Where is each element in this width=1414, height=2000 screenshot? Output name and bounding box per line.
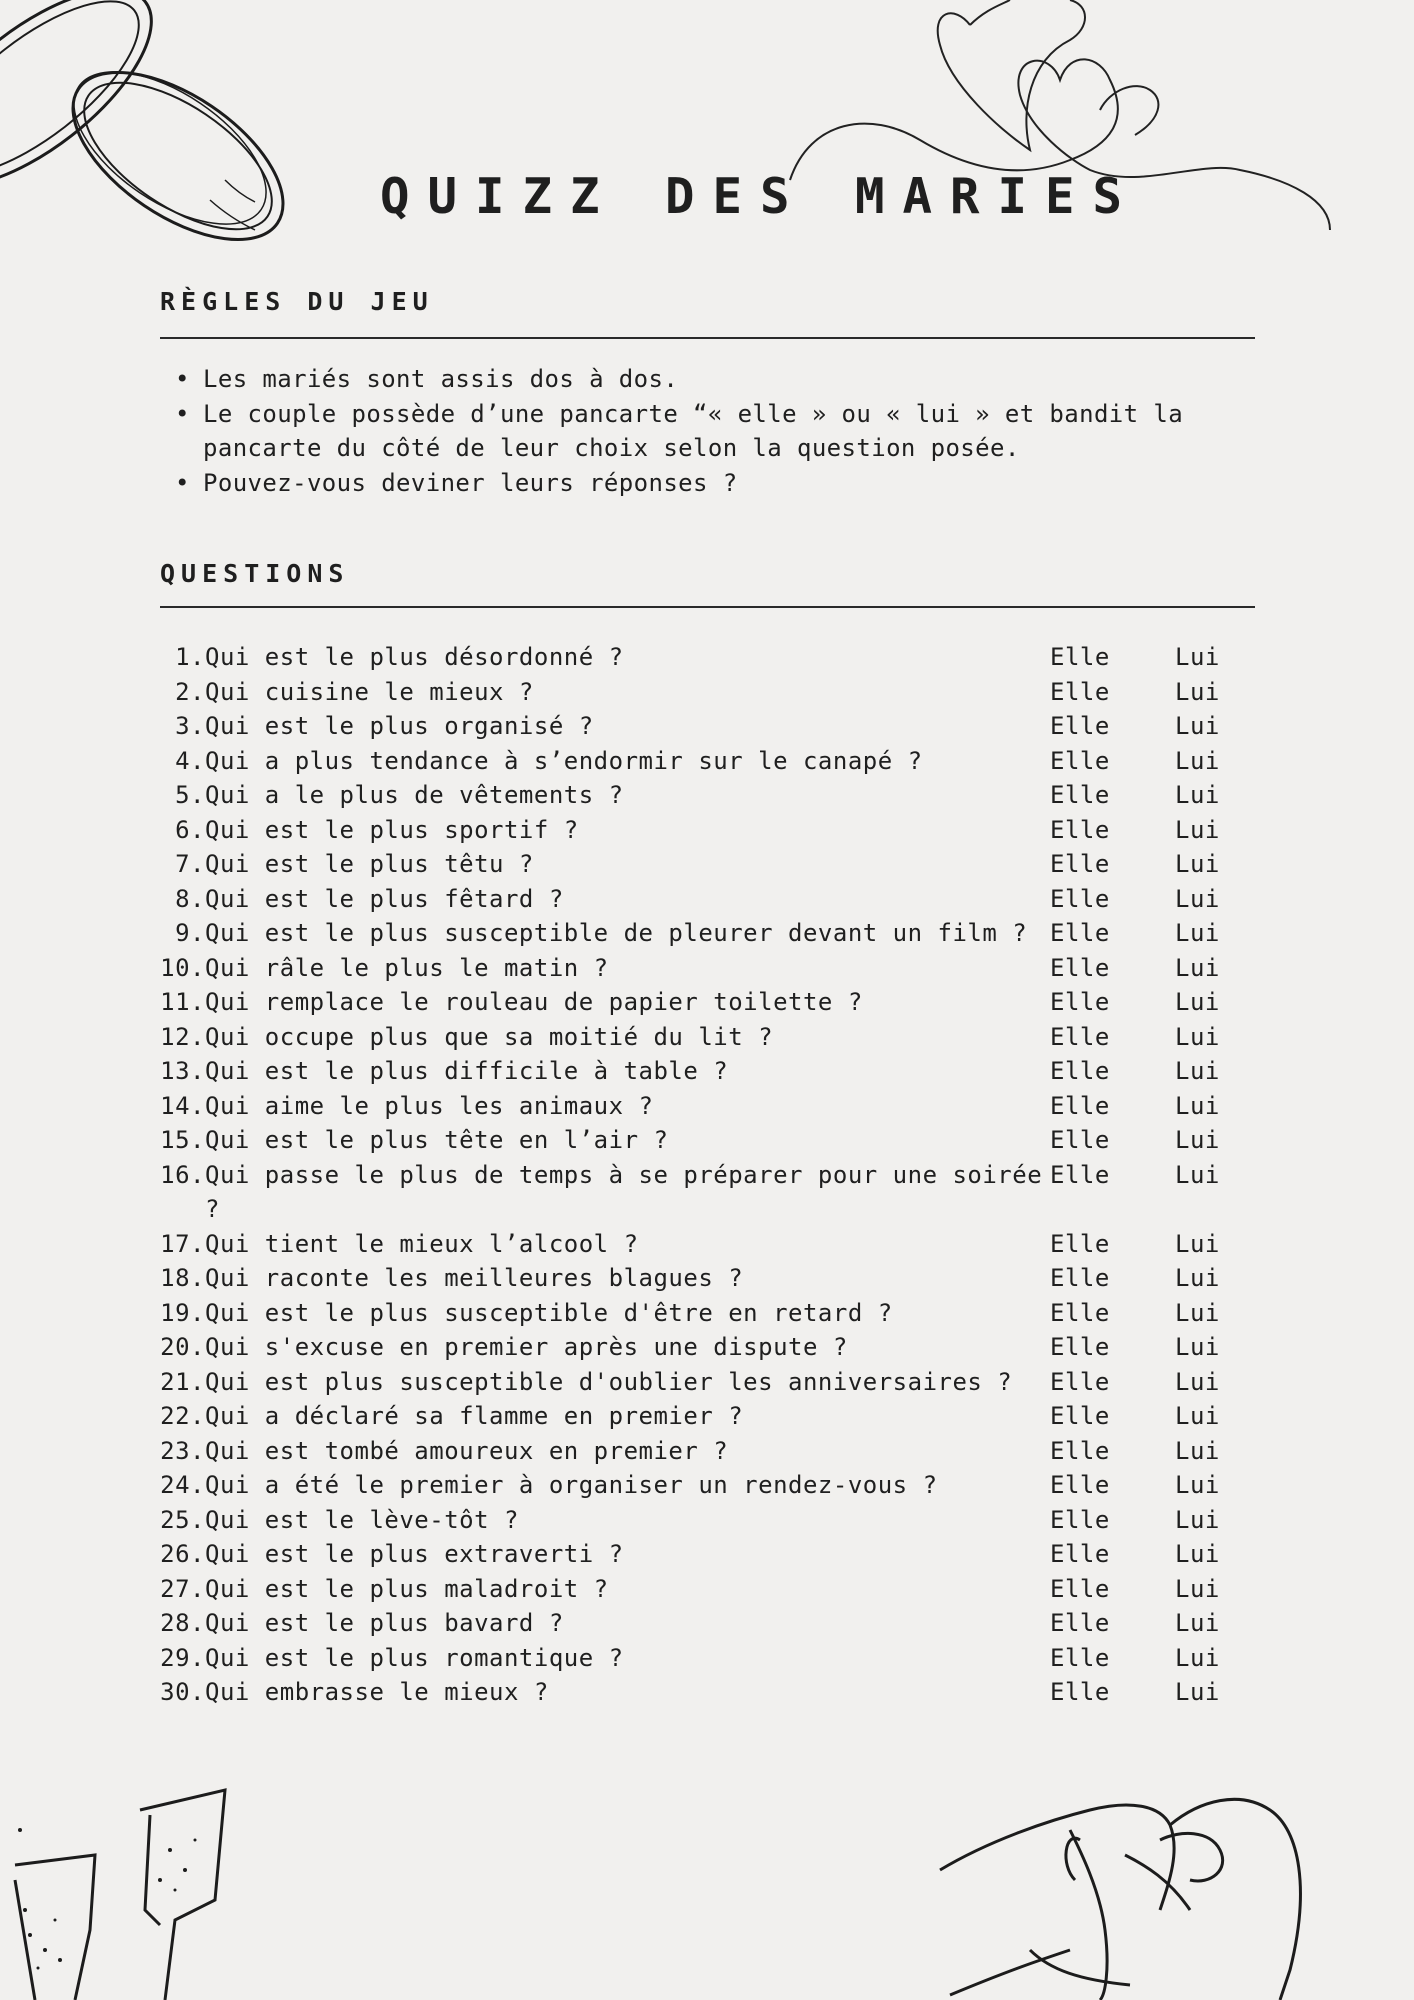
question-text: Qui est le plus têtu ? [205, 850, 534, 878]
question-text: Qui est le plus maladroit ? [205, 1574, 609, 1603]
answer-option-lui: Lui [1175, 1367, 1220, 1396]
answer-option-elle: Elle [1050, 919, 1110, 947]
question-number: 29. [160, 1643, 205, 1672]
answer-option-lui: Lui [1175, 1264, 1220, 1292]
question-number: 27. [160, 1574, 205, 1603]
question-text: Qui embrasse le mieux ? [205, 1678, 549, 1706]
answer-option-elle: Elle [1050, 1333, 1110, 1361]
question-text: Qui est tombé amoureux en premier ? [205, 1436, 729, 1465]
question-row [155, 1503, 1270, 1538]
question-row [155, 1158, 1270, 1227]
question-number: 24. [160, 1471, 205, 1499]
question-row [155, 813, 1270, 848]
answer-option-elle: Elle [1050, 850, 1110, 878]
answer-option-elle: Elle [1050, 746, 1110, 775]
answer-option-lui: Lui [1175, 1436, 1220, 1465]
answer-option-lui: Lui [1175, 884, 1220, 913]
answer-option-elle: Elle [1050, 953, 1110, 982]
question-number: 19. [160, 1298, 205, 1327]
question-text: Qui a déclaré sa flamme en premier ? [205, 1402, 744, 1430]
question-text: Qui passe le plus de temps à se préparer pour une soirée ? [205, 1160, 1043, 1223]
question-number: 5. [175, 781, 205, 809]
question-row [155, 709, 1270, 744]
question-row [155, 1054, 1270, 1089]
question-number: 18. [160, 1264, 205, 1292]
wedding-rings-icon [0, 0, 310, 290]
question-row [155, 847, 1270, 882]
answer-option-elle: Elle [1050, 1643, 1110, 1672]
question-text: Qui remplace le rouleau de papier toilette ? [205, 988, 863, 1016]
answer-option-elle: Elle [1050, 1436, 1110, 1465]
question-row [155, 1330, 1270, 1365]
answer-option-lui: Lui [1175, 953, 1220, 982]
question-text: Qui est le plus fêtard ? [205, 884, 564, 913]
question-number: 26. [160, 1540, 205, 1568]
answer-option-elle: Elle [1050, 815, 1110, 844]
question-row [155, 1089, 1270, 1124]
answer-option-elle: Elle [1050, 1609, 1110, 1637]
answer-option-lui: Lui [1175, 1471, 1220, 1499]
question-text: Qui s'excuse en premier après une dispute ? [205, 1333, 848, 1361]
question-text: Qui est le plus organisé ? [205, 712, 594, 740]
question-number: 17. [160, 1229, 205, 1258]
answer-option-elle: Elle [1050, 1298, 1110, 1327]
question-number: 28. [160, 1609, 205, 1637]
answer-option-elle: Elle [1050, 1471, 1110, 1499]
champagne-glasses-icon [0, 1770, 240, 2000]
question-number: 3. [175, 712, 205, 740]
question-number: 1. [175, 643, 205, 671]
questions-divider [160, 606, 1255, 608]
question-row [155, 882, 1270, 917]
question-number: 8. [175, 884, 205, 913]
question-number: 21. [160, 1367, 205, 1396]
answer-option-elle: Elle [1050, 643, 1110, 671]
answer-option-lui: Lui [1175, 643, 1220, 671]
question-row [155, 1641, 1270, 1676]
question-number: 30. [160, 1678, 205, 1706]
answer-option-elle: Elle [1050, 1678, 1110, 1706]
question-row [155, 1399, 1270, 1434]
question-number: 10. [160, 953, 205, 982]
question-text: Qui est le plus romantique ? [205, 1643, 624, 1672]
answer-option-lui: Lui [1175, 919, 1220, 947]
question-text: Qui raconte les meilleures blagues ? [205, 1264, 744, 1292]
answer-option-lui: Lui [1175, 1678, 1220, 1706]
questions-list [155, 640, 1270, 1710]
answer-option-elle: Elle [1050, 1057, 1110, 1085]
answer-option-lui: Lui [1175, 1643, 1220, 1672]
answer-option-elle: Elle [1050, 1022, 1110, 1051]
hands-ring-icon [930, 1770, 1414, 2000]
question-text: Qui est le plus difficile à table ? [205, 1057, 729, 1085]
question-row [155, 1606, 1270, 1641]
question-row [155, 951, 1270, 986]
answer-option-lui: Lui [1175, 1022, 1220, 1051]
answer-option-lui: Lui [1175, 1402, 1220, 1430]
answer-option-lui: Lui [1175, 1160, 1220, 1189]
question-row [155, 985, 1270, 1020]
question-text: Qui râle le plus le matin ? [205, 953, 609, 982]
question-text: Qui est le plus susceptible de pleurer devant un film ? [205, 919, 1028, 947]
question-text: Qui est le plus bavard ? [205, 1609, 564, 1637]
answer-option-elle: Elle [1050, 1540, 1110, 1568]
question-text: Qui a été le premier à organiser un rendez-vous ? [205, 1471, 938, 1499]
answer-option-lui: Lui [1175, 712, 1220, 740]
rule-item: • Pouvez-vous deviner leurs réponses ? [173, 466, 1253, 501]
question-number: 2. [175, 677, 205, 706]
question-row [155, 1572, 1270, 1607]
question-number: 14. [160, 1091, 205, 1120]
question-number: 12. [160, 1022, 205, 1051]
answer-option-lui: Lui [1175, 1333, 1220, 1361]
rule-item: • Les mariés sont assis dos à dos. [173, 362, 1253, 397]
question-row [155, 1227, 1270, 1262]
answer-option-lui: Lui [1175, 1505, 1220, 1534]
question-number: 4. [175, 746, 205, 775]
questions-heading: QUESTIONS [160, 559, 350, 588]
rules-list [173, 362, 1253, 500]
answer-option-lui: Lui [1175, 1540, 1220, 1568]
answer-option-elle: Elle [1050, 1229, 1110, 1258]
question-text: Qui est le plus susceptible d'être en retard ? [205, 1298, 893, 1327]
question-row [155, 1020, 1270, 1055]
answer-option-lui: Lui [1175, 1057, 1220, 1085]
answer-option-elle: Elle [1050, 1574, 1110, 1603]
question-row [155, 1537, 1270, 1572]
question-number: 13. [160, 1057, 205, 1085]
question-number: 7. [175, 850, 205, 878]
question-number: 16. [160, 1160, 205, 1189]
answer-option-elle: Elle [1050, 677, 1110, 706]
answer-option-elle: Elle [1050, 1091, 1110, 1120]
question-text: Qui est le plus sportif ? [205, 815, 579, 844]
answer-option-elle: Elle [1050, 781, 1110, 809]
question-number: 15. [160, 1126, 205, 1154]
answer-option-lui: Lui [1175, 1609, 1220, 1637]
question-row [155, 1261, 1270, 1296]
rule-item: • Le couple possède d’une pancarte “« elle » ou « lui » et bandit la pancarte du côté de leur choix selon la question posée. [173, 397, 1253, 466]
answer-option-lui: Lui [1175, 988, 1220, 1016]
question-text: Qui a le plus de vêtements ? [205, 781, 624, 809]
question-text: Qui cuisine le mieux ? [205, 677, 534, 706]
question-text: Qui est plus susceptible d'oublier les anniversaires ? [205, 1367, 1013, 1396]
answer-option-lui: Lui [1175, 850, 1220, 878]
question-number: 6. [175, 815, 205, 844]
answer-option-lui: Lui [1175, 1126, 1220, 1154]
question-text: Qui tient le mieux l’alcool ? [205, 1229, 639, 1258]
answer-option-elle: Elle [1050, 988, 1110, 1016]
rules-divider [160, 337, 1255, 339]
answer-option-lui: Lui [1175, 746, 1220, 775]
question-number: 25. [160, 1505, 205, 1534]
question-number: 9. [175, 919, 205, 947]
answer-option-elle: Elle [1050, 1264, 1110, 1292]
question-text: Qui occupe plus que sa moitié du lit ? [205, 1022, 774, 1051]
question-text: Qui aime le plus les animaux ? [205, 1091, 654, 1120]
question-text: Qui est le plus tête en l’air ? [205, 1126, 669, 1154]
answer-option-lui: Lui [1175, 677, 1220, 706]
question-row [155, 1675, 1270, 1710]
question-row [155, 1123, 1270, 1158]
answer-option-elle: Elle [1050, 712, 1110, 740]
answer-option-elle: Elle [1050, 1160, 1110, 1189]
answer-option-lui: Lui [1175, 1091, 1220, 1120]
question-number: 23. [160, 1436, 205, 1465]
answer-option-lui: Lui [1175, 781, 1220, 809]
answer-option-lui: Lui [1175, 1298, 1220, 1327]
question-row [155, 744, 1270, 779]
question-row [155, 1468, 1270, 1503]
question-row [155, 1296, 1270, 1331]
answer-option-elle: Elle [1050, 1402, 1110, 1430]
question-row [155, 675, 1270, 710]
rules-heading: RÈGLES DU JEU [160, 287, 434, 316]
question-row [155, 640, 1270, 675]
question-text: Qui est le plus extraverti ? [205, 1540, 624, 1568]
answer-option-elle: Elle [1050, 1505, 1110, 1534]
answer-option-lui: Lui [1175, 815, 1220, 844]
question-number: 20. [160, 1333, 205, 1361]
page-title: QUIZZ DES MARIES [380, 168, 1141, 225]
answer-option-elle: Elle [1050, 1367, 1110, 1396]
question-row [155, 778, 1270, 813]
question-row [155, 916, 1270, 951]
question-text: Qui est le lève-tôt ? [205, 1505, 519, 1534]
answer-option-elle: Elle [1050, 884, 1110, 913]
answer-option-lui: Lui [1175, 1574, 1220, 1603]
question-row [155, 1434, 1270, 1469]
question-number: 22. [160, 1402, 205, 1430]
question-text: Qui a plus tendance à s’endormir sur le canapé ? [205, 746, 923, 775]
question-text: Qui est le plus désordonné ? [205, 643, 624, 671]
answer-option-lui: Lui [1175, 1229, 1220, 1258]
question-row [155, 1365, 1270, 1400]
question-number: 11. [160, 988, 205, 1016]
answer-option-elle: Elle [1050, 1126, 1110, 1154]
